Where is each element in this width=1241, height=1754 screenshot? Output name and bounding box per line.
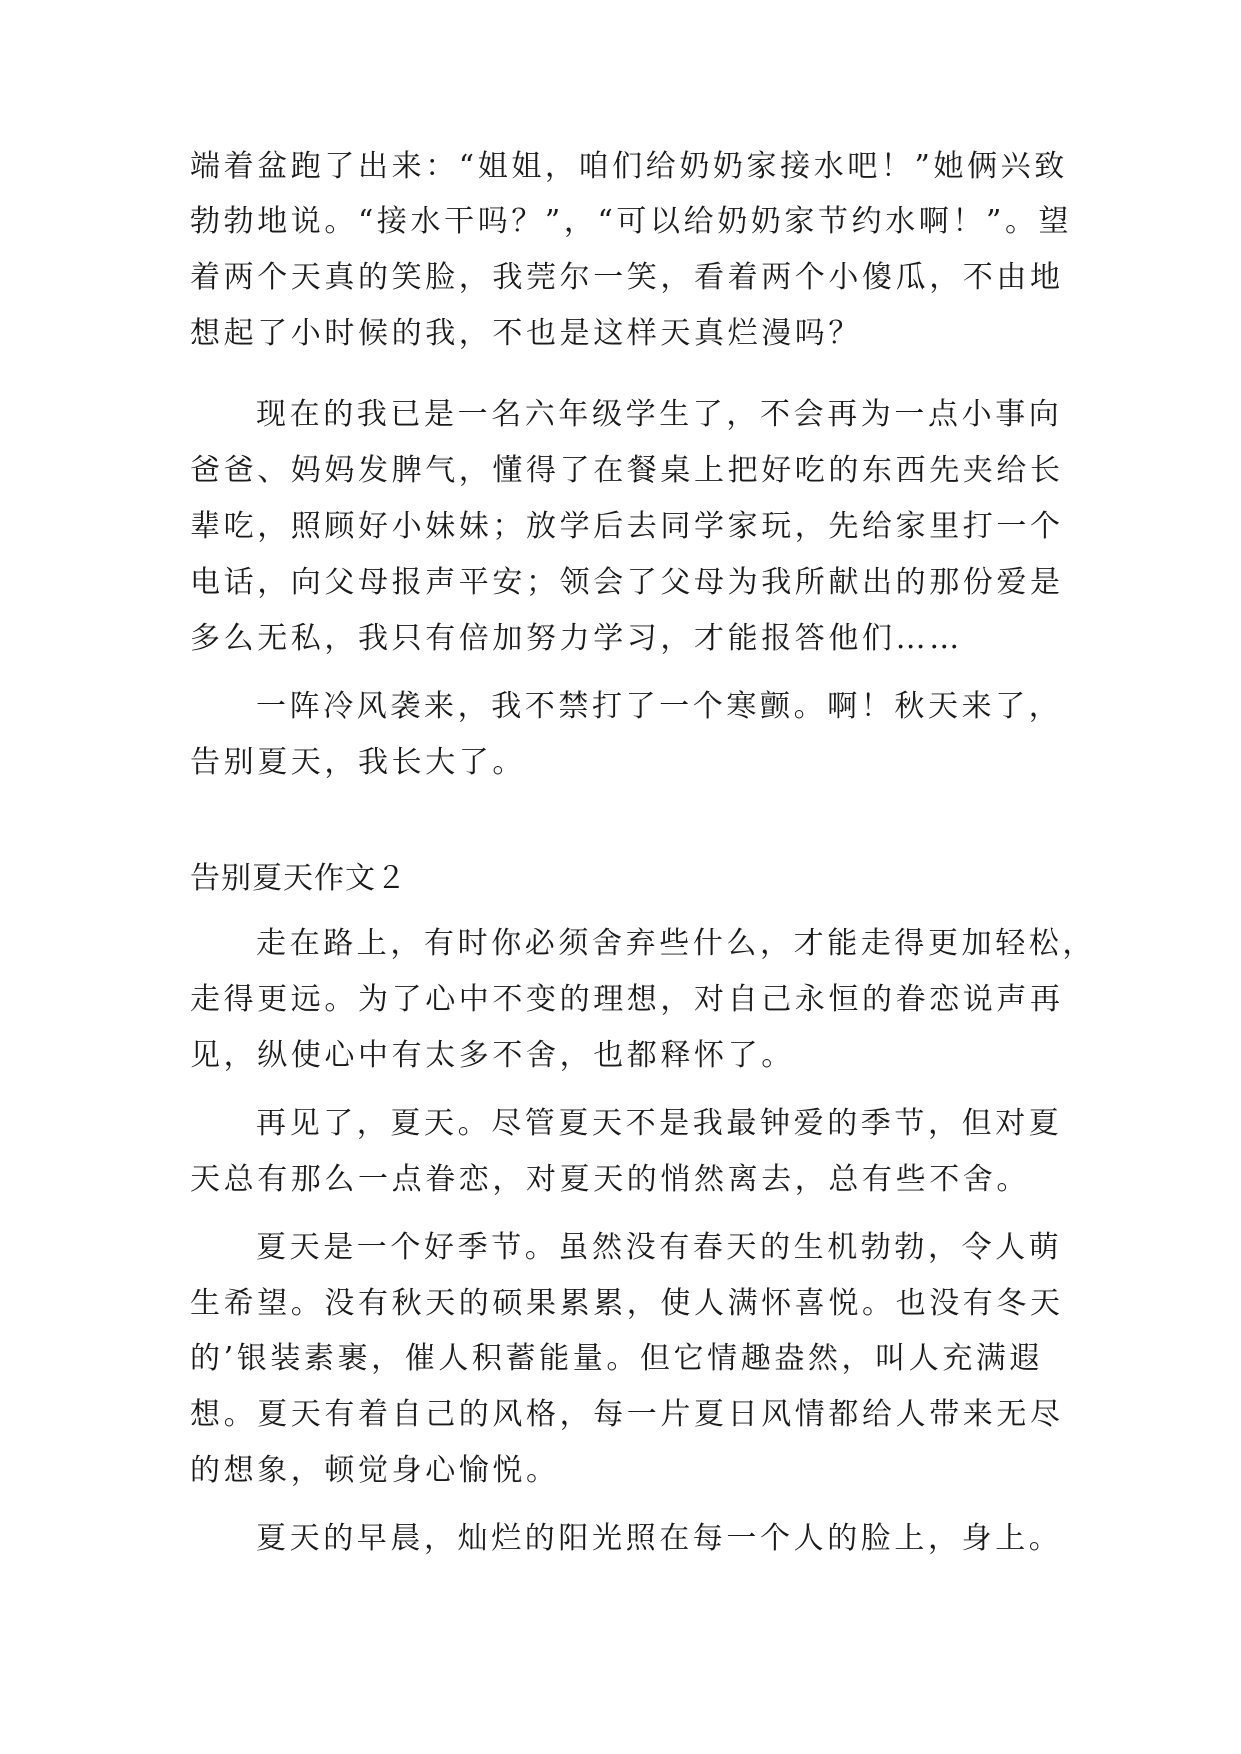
paragraph-line: 想。夏天有着自己的风格，每一片夏日风情都给人带来无尽	[190, 1397, 1064, 1432]
paragraph-line: 着两个天真的笑脸，我莞尔一笑，看着两个小傻瓜，不由地	[190, 260, 1064, 295]
paragraph-line: 的’银装素裹，催人积蓄能量。但它情趣盎然，叫人充满遐	[190, 1341, 1044, 1376]
section-title: 告别夏天作文２	[190, 861, 407, 896]
paragraph-line: 告别夏天，我长大了。	[190, 745, 526, 780]
paragraph-line: 多么无私，我只有倍加努力学习，才能报答他们……	[190, 621, 963, 656]
paragraph-line: 现在的我已是一名六年级学生了，不会再为一点小事向	[256, 397, 1063, 432]
paragraph-line: 生希望。没有秋天的硕果累累，使人满怀喜悦。也没有冬天	[190, 1286, 1064, 1321]
paragraph-line: 勃勃地说。“接水干吗？”，“可以给奶奶家节约水啊！”。望	[190, 204, 1073, 239]
paragraph-line: 辈吃，照顾好小妹妹；放学后去同学家玩，先给家里打一个	[190, 509, 1064, 544]
paragraph-line: 一阵冷风袭来，我不禁打了一个寒颤。啊！秋天来了，	[256, 689, 1063, 724]
paragraph-line: 电话，向父母报声平安；领会了父母为我所献出的那份爱是	[190, 565, 1064, 600]
paragraph-line: 见，纵使心中有太多不舍，也都释怀了。	[190, 1038, 795, 1073]
paragraph-line: 走在路上，有时你必须舍弃些什么，才能走得更加轻松，	[256, 926, 1096, 961]
paragraph-line: 想起了小时候的我，不也是这样天真烂漫吗？	[190, 316, 862, 351]
paragraph-line: 端着盆跑了出来：“姐姐，咱们给奶奶家接水吧！”她俩兴致	[190, 149, 1068, 184]
paragraph-line: 天总有那么一点眷恋，对夏天的悄然离去，总有些不舍。	[190, 1162, 1030, 1197]
paragraph-line: 夏天是一个好季节。虽然没有春天的生机勃勃，令人萌	[256, 1230, 1063, 1265]
paragraph-line: 走得更远。为了心中不变的理想，对自己永恒的眷恋说声再	[190, 982, 1064, 1017]
paragraph-line: 爸爸、妈妈发脾气，懂得了在餐桌上把好吃的东西先夹给长	[190, 453, 1064, 488]
paragraph-line: 的想象，顿觉身心愉悦。	[190, 1453, 560, 1488]
paragraph-line: 再见了，夏天。尽管夏天不是我最钟爱的季节，但对夏	[256, 1106, 1063, 1141]
paragraph-line: 夏天的早晨，灿烂的阳光照在每一个人的脸上，身上。	[256, 1521, 1063, 1556]
